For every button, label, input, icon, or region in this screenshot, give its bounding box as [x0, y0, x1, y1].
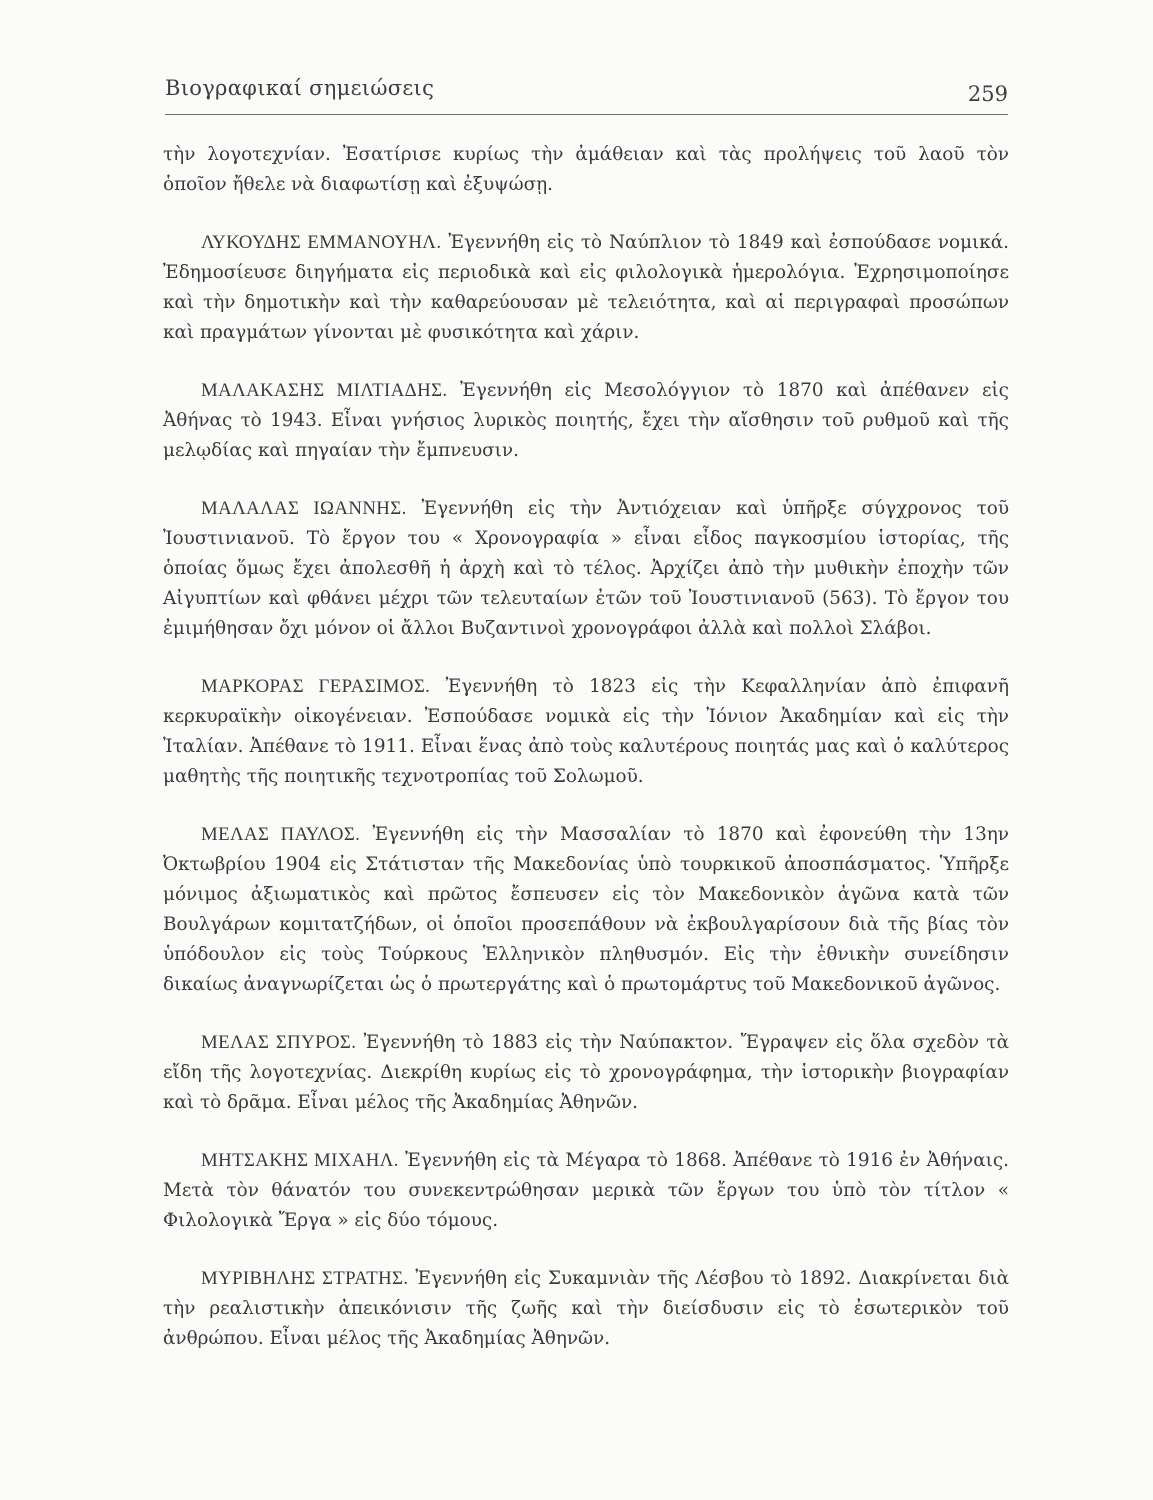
running-title: Βιογραφικαί σημειώσεις	[165, 76, 435, 100]
entry-malakasis	[163, 376, 1009, 466]
header-rule	[165, 114, 1008, 115]
entry-malalas	[163, 494, 1009, 644]
entry-text: Ἐγεννήθη εἰς τὸ Ναύπλιον τὸ 1849 καὶ ἐσπούδασε νομικά. Ἐδημοσίευσε διηγήματα εἰς περιοδικὰ καὶ εἰς φιλολογικὰ ἡμερολόγια. Ἐχρησιμοποίησε καὶ τὴν δημοτικὴν καὶ τὴν καθαρεύουσαν μὲ τελειότητα, καὶ αἱ περιγραφαὶ προσώπων καὶ πραγμάτων γίνονται μὲ φυσικότητα καὶ χάριν.	[163, 232, 1009, 343]
entry-name: ΜΕΛΑΣ ΣΠΥΡΟΣ.	[201, 1032, 357, 1053]
entry-name: ΜΗΤΣΑΚΗΣ ΜΙΧΑΗΛ.	[201, 1150, 399, 1171]
body-text	[163, 140, 1009, 1382]
entry-text: Ἐγεννήθη εἰς τὴν Ἀντιόχειαν καὶ ὑπῆρξε σύγχρονος τοῦ Ἰουστινιανοῦ. Τὸ ἔργον του « Χρονογραφία » εἶναι εἶδος παγκοσμίου ἱστορίας, τῆς ὁποίας ὅμως ἔχει ἀπολεσθῆ ἡ ἀρχὴ καὶ τὸ τέλος. Ἀρχίζει ἀπὸ τὴν μυθικὴν ἐποχὴν τῶν Αἰγυπτίων καὶ φθάνει μέχρι τῶν τελευταίων ἐτῶν τοῦ Ἰουστινιανοῦ (563). Τὸ ἔργον του ἐμιμήθησαν ὄχι μόνον οἱ ἄλλοι Βυζαντινοὶ χρονογράφοι ἀλλὰ καὶ πολλοὶ Σλάβοι.	[163, 498, 1009, 639]
entry-text: Ἐγεννήθη τὸ 1883 εἰς τὴν Ναύπακτον. Ἔγραψεν εἰς ὅλα σχεδὸν τὰ εἴδη τῆς λογοτεχνίας. Διεκρίθη κυρίως εἰς τὸ χρονογράφημα, τὴν ἱστορικὴν βιογραφίαν καὶ τὸ δρᾶμα. Εἶναι μέλος τῆς Ἀκαδημίας Ἀθηνῶν.	[163, 1032, 1010, 1113]
entry-melas-pavlos	[163, 820, 1009, 1000]
entry-text: Ἐγεννήθη εἰς Συκαμνιὰν τῆς Λέσβου τὸ 1892. Διακρίνεται διὰ τὴν ρεαλιστικὴν ἀπεικόνισιν τῆς ζωῆς καὶ τὴν διείσδυσιν εἰς τὸ ἐσωτερικὸν τοῦ ἀνθρώπου. Εἶναι μέλος τῆς Ἀκαδημίας Ἀθηνῶν.	[163, 1268, 1009, 1349]
entry-mitsakis	[163, 1146, 1009, 1236]
entry-lykoudis	[163, 228, 1009, 348]
page-number: 259	[967, 82, 1008, 106]
entry-text: Ἐγεννήθη εἰς Μεσολόγγιον τὸ 1870 καὶ ἀπέθανεν εἰς Ἀθήνας τὸ 1943. Εἶναι γνήσιος λυρικὸς ποιητής, ἔχει τὴν αἴσθησιν τοῦ ρυθμοῦ καὶ τῆς μελῳδίας καὶ πηγαίαν τὴν ἔμπνευσιν.	[163, 380, 1009, 461]
entry-melas-spyros	[163, 1028, 1009, 1118]
running-head	[165, 72, 1008, 112]
entry-name: ΜΑΛΑΚΑΣΗΣ ΜΙΛΤΙΑΔΗΣ.	[201, 380, 448, 401]
entry-name: ΜΑΡΚΟΡΑΣ ΓΕΡΑΣΙΜΟΣ.	[201, 676, 431, 697]
continued-paragraph	[163, 140, 1009, 200]
entry-name: ΛΥΚΟΥΔΗΣ ΕΜΜΑΝΟΥΗΛ.	[201, 232, 442, 253]
entry-name: ΜΕΛΑΣ ΠΑΥΛΟΣ.	[201, 824, 361, 845]
entry-myrivilis	[163, 1264, 1009, 1354]
entry-markoras	[163, 672, 1009, 792]
entry-text: Ἐγεννήθη εἰς τὴν Μασσαλίαν τὸ 1870 καὶ ἐφονεύθη τὴν 13ην Ὀκτωβρίου 1904 εἰς Στάτισταν τῆς Μακεδονίας ὑπὸ τουρκικοῦ ἀποσπάσματος. Ὑπῆρξε μόνιμος ἀξιωματικὸς καὶ πρῶτος ἔσπευσεν εἰς τὸν Μακεδονικὸν ἀγῶνα κατὰ τῶν Βουλγάρων κομιτατζήδων, οἱ ὁποῖοι προσεπάθουν νὰ ἐκβουλγαρίσουν διὰ τῆς βίας τὸν ὑπόδουλον εἰς τοὺς Τούρκους Ἑλληνικὸν πληθυσμόν. Εἰς τὴν ἐθνικὴν συνείδησιν δικαίως ἀναγνωρίζεται ὡς ὁ πρωτεργάτης καὶ ὁ πρωτομάρτυς τοῦ Μακεδονικοῦ ἀγῶνος.	[163, 824, 1009, 995]
entry-name: ΜΥΡΙΒΗΛΗΣ ΣΤΡΑΤΗΣ.	[201, 1268, 409, 1289]
entry-name: ΜΑΛΑΛΑΣ ΙΩΑΝΝΗΣ.	[201, 498, 407, 519]
entry-text: τὴν λογοτεχνίαν. Ἐσατίρισε κυρίως τὴν ἀμάθειαν καὶ τὰς προλήψεις τοῦ λαοῦ τὸν ὁποῖον ἤθελε νὰ διαφωτίσῃ καὶ ἐξυψώσῃ.	[163, 144, 1009, 195]
entry-text: Ἐγεννήθη τὸ 1823 εἰς τὴν Κεφαλληνίαν ἀπὸ ἐπιφανῆ κερκυραϊκὴν οἰκογένειαν. Ἐσπούδασε νομικὰ εἰς τὴν Ἰόνιον Ἀκαδημίαν καὶ εἰς τὴν Ἰταλίαν. Ἀπέθανε τὸ 1911. Εἶναι ἕνας ἀπὸ τοὺς καλυτέρους ποιητάς μας καὶ ὁ καλύτερος μαθητὴς τῆς ποιητικῆς τεχνοτροπίας τοῦ Σολωμοῦ.	[163, 676, 1009, 787]
entry-text: Ἐγεννήθη εἰς τὰ Μέγαρα τὸ 1868. Ἀπέθανε τὸ 1916 ἐν Ἀθήναις. Μετὰ τὸν θάνατόν του συνεκεντρώθησαν μερικὰ τῶν ἔργων του ὑπὸ τὸν τίτλον « Φιλολογικὰ Ἔργα » εἰς δύο τόμους.	[163, 1150, 1009, 1231]
